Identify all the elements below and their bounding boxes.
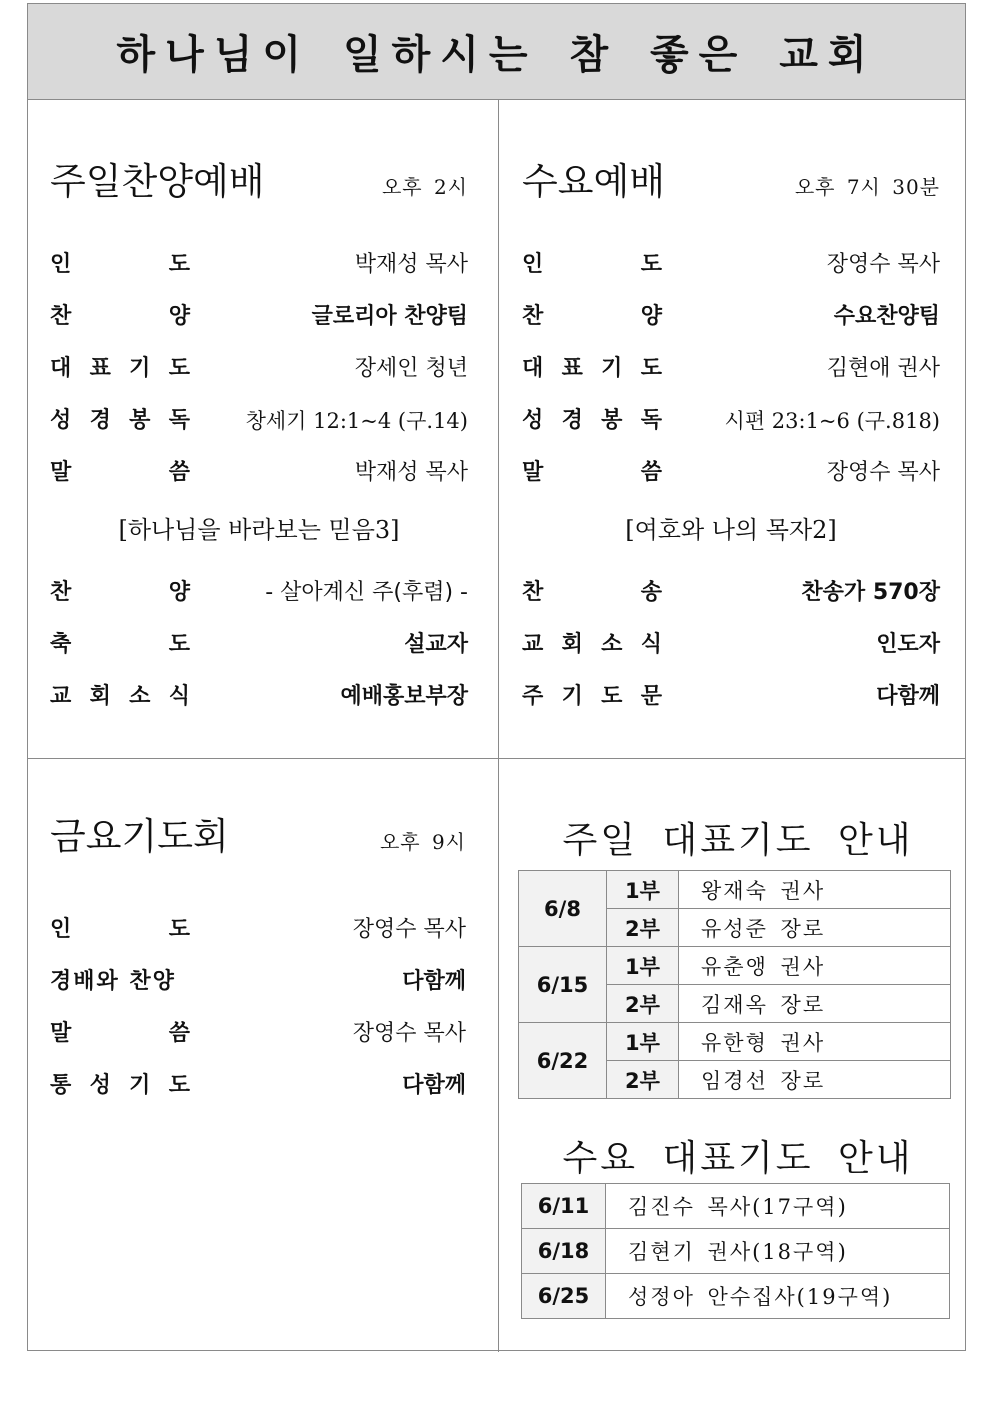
label-char: 씀 bbox=[640, 460, 662, 485]
service-part: 2부 bbox=[607, 1061, 679, 1099]
row-divider bbox=[28, 758, 965, 759]
label-char: 씀 bbox=[168, 460, 190, 485]
program-row bbox=[50, 628, 468, 662]
prayer-date: 6/15 bbox=[519, 947, 607, 1023]
sermon-title: [하나님을 바라보는 믿음3] bbox=[118, 516, 400, 544]
program-role-label bbox=[522, 300, 662, 334]
program-role-label bbox=[50, 456, 190, 490]
label-char: 찬 bbox=[50, 580, 72, 605]
section-time: 오후 2시 bbox=[381, 175, 468, 199]
label-char: 도 bbox=[640, 252, 662, 277]
service-part: 2부 bbox=[607, 909, 679, 947]
label-char: 도 bbox=[168, 917, 190, 942]
label-char: 식 bbox=[640, 632, 662, 657]
label-char: 경 bbox=[561, 408, 583, 433]
label-char: 성 bbox=[89, 1073, 111, 1098]
label-char: 말 bbox=[50, 460, 72, 485]
label-char: 양 bbox=[168, 580, 190, 605]
label-char: 소 bbox=[601, 632, 623, 657]
program-row bbox=[522, 300, 940, 334]
label-char: 교 bbox=[522, 632, 544, 657]
section-header bbox=[50, 799, 466, 859]
label-char: 봉 bbox=[601, 408, 623, 433]
label-char: 인 bbox=[50, 252, 72, 277]
program-role-label bbox=[50, 680, 190, 714]
program-role-value: 장영수 목사 bbox=[826, 460, 940, 485]
program-role-value: 설교자 bbox=[404, 632, 468, 657]
label-char: 축 bbox=[50, 632, 72, 657]
program-role-value: 예배홍보부장 bbox=[340, 684, 468, 709]
label-char: 찬 bbox=[522, 580, 544, 605]
label-char: 기 bbox=[601, 356, 623, 381]
label-char: 양 bbox=[640, 304, 662, 329]
program-role-label bbox=[522, 248, 662, 282]
label-char: 봉 bbox=[129, 408, 151, 433]
section-title: 수요예배 bbox=[522, 160, 665, 203]
label-char: 기 bbox=[129, 356, 151, 381]
program-role-value: 박재성 목사 bbox=[354, 460, 468, 485]
program-row bbox=[522, 680, 940, 714]
page-title: 하나님이 일하시는 참 좋은 교회 bbox=[116, 32, 877, 78]
service-part: 2부 bbox=[607, 985, 679, 1023]
program-row bbox=[50, 1017, 466, 1051]
service-part: 1부 bbox=[607, 1023, 679, 1061]
prayer-date: 6/18 bbox=[522, 1229, 606, 1274]
program-role-label bbox=[50, 404, 190, 438]
program-role-value: 창세기 12:1~4 (구.14) bbox=[245, 409, 468, 433]
label-char: 표 bbox=[561, 356, 583, 381]
program-role-label bbox=[522, 628, 662, 662]
bulletin-frame bbox=[27, 3, 966, 1351]
friday-prayer-section bbox=[50, 799, 466, 1119]
program-row bbox=[50, 352, 468, 386]
label-char: 독 bbox=[168, 408, 190, 433]
label-char: 회 bbox=[89, 684, 111, 709]
label-char: 식 bbox=[168, 684, 190, 709]
table-row bbox=[522, 1229, 950, 1274]
prayer-date: 6/11 bbox=[522, 1184, 606, 1229]
program-row bbox=[50, 404, 468, 438]
label-char: 도 bbox=[168, 356, 190, 381]
label-char: 성 bbox=[50, 408, 72, 433]
sunday-prayer-title: 주일 대표기도 안내 bbox=[562, 820, 914, 861]
program-role-label bbox=[50, 628, 190, 662]
prayer-date: 6/8 bbox=[519, 871, 607, 947]
program-role-value: 글로리아 찬양팀 bbox=[311, 304, 468, 329]
prayer-leader: 유춘앵 권사 bbox=[679, 947, 951, 985]
program-row bbox=[50, 248, 468, 282]
program-role-value: 장영수 목사 bbox=[826, 252, 940, 277]
program-row bbox=[50, 913, 466, 947]
section-header bbox=[50, 144, 468, 204]
wednesday-prayer-table bbox=[521, 1183, 950, 1319]
label-char: 말 bbox=[522, 460, 544, 485]
program-row bbox=[522, 628, 940, 662]
program-role-label bbox=[522, 352, 662, 386]
label-char: 대 bbox=[522, 356, 544, 381]
prayer-leader: 유한형 권사 bbox=[679, 1023, 951, 1061]
program-role-label bbox=[50, 965, 190, 999]
program-row bbox=[522, 404, 940, 438]
program-role-label bbox=[50, 913, 190, 947]
table-row bbox=[519, 1023, 951, 1061]
program-role-value: 김현애 권사 bbox=[826, 356, 940, 381]
label-char: 경 bbox=[89, 408, 111, 433]
label-char: 회 bbox=[561, 632, 583, 657]
program-role-value: 수요찬양팀 bbox=[833, 304, 940, 329]
program-role-label bbox=[522, 576, 662, 610]
table-row bbox=[522, 1274, 950, 1319]
prayer-leader: 김진수 목사(17구역) bbox=[606, 1184, 950, 1229]
section-title: 금요기도회 bbox=[50, 815, 229, 858]
prayer-leader: 임경선 장로 bbox=[679, 1061, 951, 1099]
label-char: 경배와 찬양 bbox=[50, 969, 176, 994]
program-role-value: 장세인 청년 bbox=[354, 356, 468, 381]
prayer-leader: 성정아 안수집사(19구역) bbox=[606, 1274, 950, 1319]
prayer-leader: 유성준 장로 bbox=[679, 909, 951, 947]
prayer-leader: 김현기 권사(18구역) bbox=[606, 1229, 950, 1274]
sunday-worship-section bbox=[50, 144, 468, 734]
program-role-value: 시편 23:1~6 (구.818) bbox=[724, 409, 940, 433]
label-char: 교 bbox=[50, 684, 72, 709]
table-row bbox=[519, 947, 951, 985]
sermon-title: [여호와 나의 목자2] bbox=[625, 516, 837, 544]
column-divider bbox=[498, 99, 499, 1352]
program-row bbox=[50, 965, 466, 999]
label-char: 인 bbox=[50, 917, 72, 942]
program-role-value: 다함께 bbox=[402, 1073, 466, 1098]
wednesday-prayer-title: 수요 대표기도 안내 bbox=[562, 1138, 914, 1179]
program-role-value: - 살아계신 주(후렴) - bbox=[265, 580, 468, 605]
program-role-label bbox=[50, 248, 190, 282]
prayer-leader: 김재옥 장로 bbox=[679, 985, 951, 1023]
label-char: 양 bbox=[168, 304, 190, 329]
wednesday-worship-section bbox=[522, 144, 940, 734]
service-part: 1부 bbox=[607, 947, 679, 985]
program-row bbox=[50, 576, 468, 610]
label-char: 찬 bbox=[522, 304, 544, 329]
section-time: 오후 7시 30분 bbox=[794, 175, 940, 199]
table-row bbox=[522, 1184, 950, 1229]
program-role-label bbox=[522, 404, 662, 438]
sunday-prayer-table bbox=[518, 870, 951, 1099]
label-char: 송 bbox=[640, 580, 662, 605]
program-row bbox=[50, 680, 468, 714]
label-char: 표 bbox=[89, 356, 111, 381]
section-title: 주일찬양예배 bbox=[50, 160, 265, 203]
label-char: 독 bbox=[640, 408, 662, 433]
program-role-label bbox=[50, 576, 190, 610]
program-row bbox=[522, 248, 940, 282]
program-row bbox=[522, 352, 940, 386]
section-time: 오후 9시 bbox=[379, 830, 466, 854]
program-role-label bbox=[522, 456, 662, 490]
label-char: 인 bbox=[522, 252, 544, 277]
program-row bbox=[50, 300, 468, 334]
label-char: 도 bbox=[168, 1073, 190, 1098]
label-char: 씀 bbox=[168, 1021, 190, 1046]
program-row bbox=[50, 456, 468, 490]
section-header bbox=[522, 144, 940, 204]
label-char: 주 bbox=[522, 684, 544, 709]
service-part: 1부 bbox=[607, 871, 679, 909]
label-char: 문 bbox=[640, 684, 662, 709]
program-row bbox=[50, 1069, 466, 1103]
label-char: 기 bbox=[561, 684, 583, 709]
program-role-value: 박재성 목사 bbox=[354, 252, 468, 277]
prayer-leader: 왕재숙 권사 bbox=[679, 871, 951, 909]
prayer-date: 6/25 bbox=[522, 1274, 606, 1319]
program-role-label bbox=[50, 352, 190, 386]
program-role-value: 인도자 bbox=[876, 632, 940, 657]
label-char: 찬 bbox=[50, 304, 72, 329]
program-role-label bbox=[50, 300, 190, 334]
program-role-value: 찬송가 570장 bbox=[801, 580, 940, 605]
program-role-value: 장영수 목사 bbox=[352, 1021, 466, 1046]
program-role-label bbox=[522, 680, 662, 714]
label-char: 말 bbox=[50, 1021, 72, 1046]
label-char: 성 bbox=[522, 408, 544, 433]
program-role-value: 장영수 목사 bbox=[352, 917, 466, 942]
label-char: 대 bbox=[50, 356, 72, 381]
table-row bbox=[519, 871, 951, 909]
label-char: 통 bbox=[50, 1073, 72, 1098]
label-char: 소 bbox=[129, 684, 151, 709]
program-row bbox=[522, 576, 940, 610]
label-char: 도 bbox=[640, 356, 662, 381]
program-role-label bbox=[50, 1069, 190, 1103]
header bbox=[28, 4, 965, 100]
program-row bbox=[522, 456, 940, 490]
program-role-value: 다함께 bbox=[402, 969, 466, 994]
program-role-label bbox=[50, 1017, 190, 1051]
label-char: 기 bbox=[129, 1073, 151, 1098]
program-role-value: 다함께 bbox=[876, 684, 940, 709]
label-char: 도 bbox=[168, 632, 190, 657]
label-char: 도 bbox=[168, 252, 190, 277]
prayer-date: 6/22 bbox=[519, 1023, 607, 1099]
label-char: 도 bbox=[601, 684, 623, 709]
